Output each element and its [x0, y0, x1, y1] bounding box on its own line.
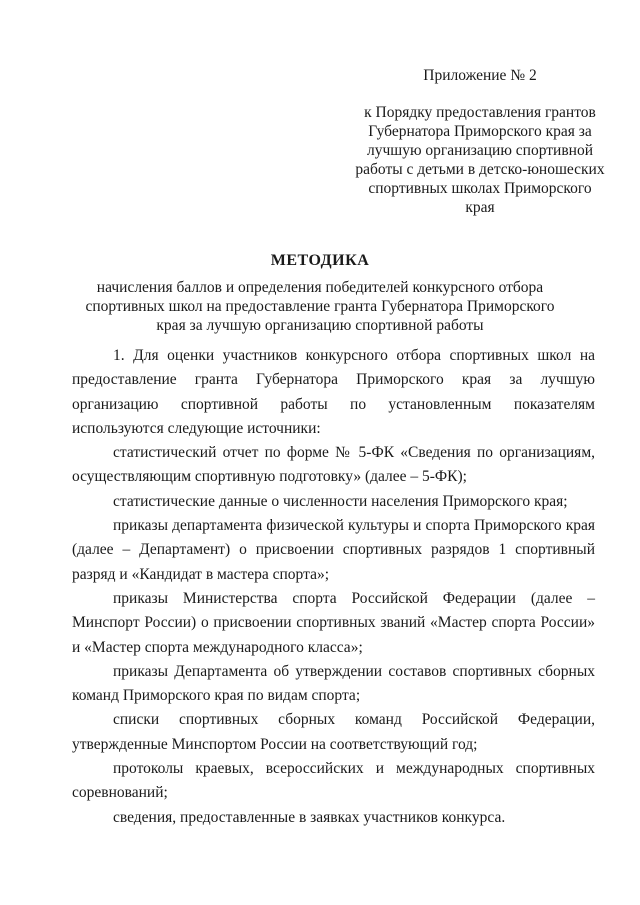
paragraph-competition-protocols: протоколы краевых, всероссийских и международных спортивных соревнований; [72, 760, 595, 802]
paragraph-team-orders: приказы Департамента об утверждении составов спортивных сборных команд Приморского края по видам спорта; [72, 662, 595, 705]
appendix-reference: к Порядку предоставления грантов Губернатора Приморского края за лучшую организацию спортивной работы с детьми в детско-юношеских спортивных школах Приморского края [355, 104, 605, 216]
paragraph-national-teams: списки спортивных сборных команд Российской Федерации, утвержденные Минспортом России на соответствующий год; [72, 711, 595, 753]
paragraph-population-data: статистические данные о численности населения Приморского края; [113, 492, 568, 510]
paragraph-department-orders: приказы департамента физической культуры и спорта Приморского края (далее – Департамент) о присвоении спортивных разрядов 1 спортивный разряд и «Кандидат в мастера спорта»; [72, 517, 595, 583]
appendix-header [355, 66, 605, 217]
body-text [72, 344, 595, 830]
paragraph-sources-intro: 1. Для оценки участников конкурсного отбора спортивных школ на предоставление гранта Губернатора Приморского края за лучшую организацию спортивной работы по установленным показателям используются следующие источники: [72, 347, 595, 437]
paragraph-ministry-orders: приказы Министерства спорта Российской Федерации (далее – Минспорт России) о присвоении спортивных званий «Мастер спорта России» и «Мастер спорта международного класса»; [72, 589, 595, 656]
paragraph-5fk-report: статистический отчет по форме № 5-ФК «Сведения по организациям, осуществляющим спортивную подготовку» (далее – 5-ФК); [72, 444, 595, 486]
paragraph-application-info: сведения, предоставленные в заявках участников конкурса. [113, 808, 506, 826]
method-title: МЕТОДИКА [270, 252, 370, 269]
appendix-title: Приложение № 2 [423, 67, 537, 84]
method-subtitle: начисления баллов и определения победителей конкурсного отбора спортивных школ на предоставление гранта Губернатора Приморского края за лучшую организацию спортивной работы [85, 279, 555, 334]
